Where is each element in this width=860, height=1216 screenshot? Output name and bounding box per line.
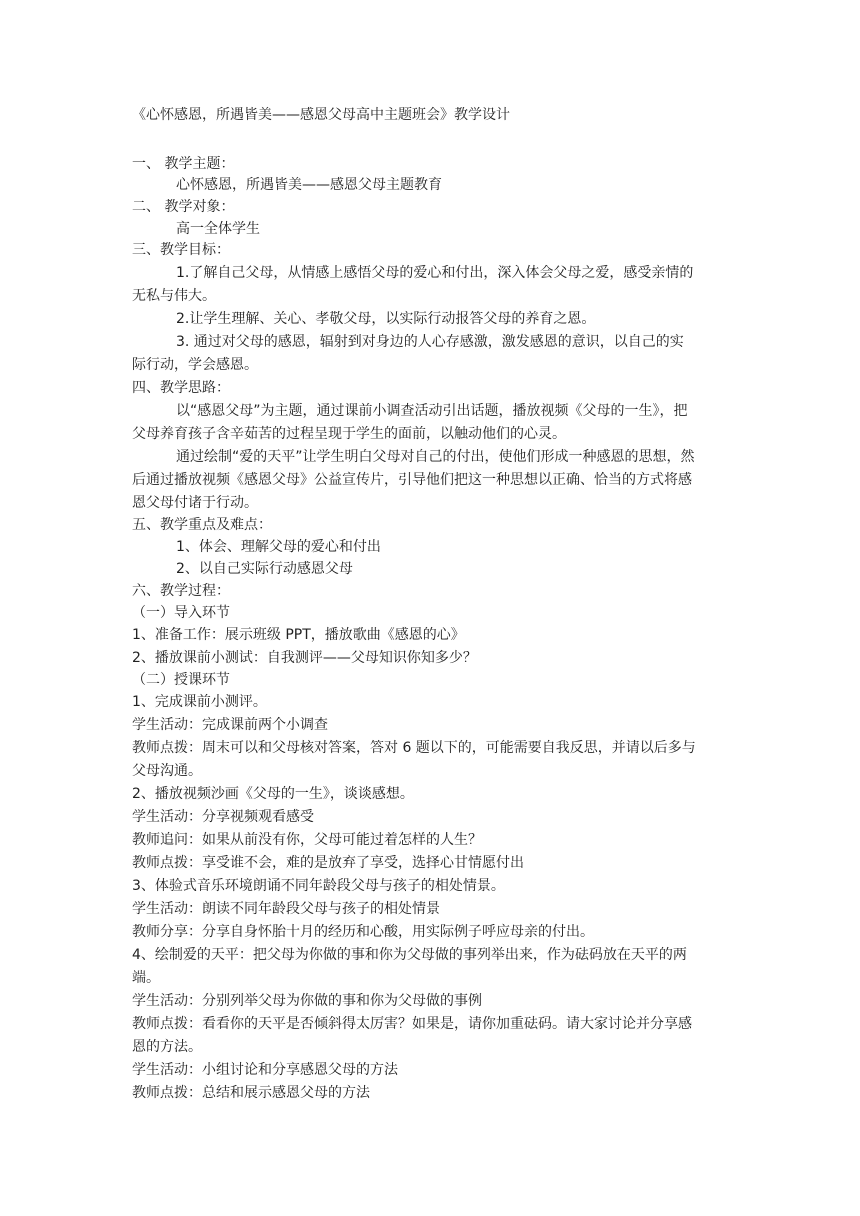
text-line: 教师分享：分享自身怀胎十月的经历和心酸，用实际例子呼应母亲的付出。 bbox=[132, 924, 594, 940]
section-heading-1: 一、 教学主题： bbox=[132, 156, 235, 172]
section-heading-5: 五、教学重点及难点： bbox=[132, 517, 272, 533]
text-line: 父母养育孩子含辛茹苦的过程呈现于学生的面前，以触动他们的心灵。 bbox=[132, 426, 566, 442]
text-line: 4、绘制爱的天平：把父母为你做的事和你为父母做的事列举出来，作为砝码放在天平的两 bbox=[132, 947, 687, 963]
text-line: 1、体会、理解父母的爱心和付出 bbox=[176, 539, 381, 555]
text-line: 3. 通过对父母的感恩，辐射到对身边的人心存感激，激发感恩的意识，以自己的实 bbox=[176, 334, 684, 350]
text-line: 学生活动：完成课前两个小调查 bbox=[132, 717, 328, 733]
text-line: 1.了解自己父母，从情感上感悟父母的爱心和付出，深入体会父母之爱，感受亲情的 bbox=[176, 265, 694, 281]
text-line: 2、播放视频沙画《父母的一生》，谈谈感想。 bbox=[132, 786, 414, 802]
text-line: 1、完成课前小测评。 bbox=[132, 694, 267, 710]
document-title: 《心怀感恩，所遇皆美——感恩父母高中主题班会》教学设计 bbox=[132, 107, 510, 123]
text-line: 学生活动：分别列举父母为你做的事和你为父母做的事例 bbox=[132, 993, 482, 1009]
text-line: 教师追问：如果从前没有你，父母可能过着怎样的人生？ bbox=[132, 832, 482, 848]
text-line: 通过绘制“爱的天平”让学生明白父母对自己的付出，使他们形成一种感恩的思想，然 bbox=[176, 449, 695, 465]
text-line: 父母沟通。 bbox=[132, 763, 202, 779]
text-line: 教师点拨：总结和展示感恩父母的方法 bbox=[132, 1085, 370, 1101]
text-line: 1、准备工作：展示班级 PPT，播放歌曲《感恩的心》 bbox=[132, 627, 465, 643]
subsection-heading: （二）授课环节 bbox=[132, 672, 230, 688]
text-line: 教师点拨：享受谁不会，难的是放弃了享受，选择心甘情愿付出 bbox=[132, 855, 524, 871]
text-line: 以“感恩父母”为主题，通过课前小调查活动引出话题，播放视频《父母的一生》，把 bbox=[176, 403, 688, 419]
text-line: 无私与伟大。 bbox=[132, 288, 216, 304]
subsection-heading: （一）导入环节 bbox=[132, 605, 230, 621]
text-line: 际行动，学会感恩。 bbox=[132, 357, 258, 373]
text-line: 教师点拨：看看你的天平是否倾斜得太厉害？如果是，请你加重砝码。请大家讨论并分享感 bbox=[132, 1016, 692, 1032]
text-line: 高一全体学生 bbox=[176, 221, 260, 237]
section-heading-2: 二、 教学对象： bbox=[132, 199, 235, 215]
section-heading-4: 四、教学思路： bbox=[132, 380, 230, 396]
text-line: 后通过播放视频《感恩父母》公益宣传片，引导他们把这一种思想以正确、恰当的方式将感 bbox=[132, 472, 692, 488]
text-line: 3、体验式音乐环境朗诵不同年龄段父母与孩子的相处情景。 bbox=[132, 878, 505, 894]
text-line: 2.让学生理解、关心、孝敬父母，以实际行动报答父母的养育之恩。 bbox=[176, 311, 596, 327]
text-line: 心怀感恩，所遇皆美——感恩父母主题教育 bbox=[176, 177, 442, 193]
text-line: 恩父母付诸于行动。 bbox=[132, 495, 258, 511]
text-line: 端。 bbox=[132, 970, 160, 986]
section-heading-6: 六、教学过程： bbox=[132, 583, 230, 599]
text-line: 学生活动：分享视频观看感受 bbox=[132, 809, 314, 825]
text-line: 2、以自己实际行动感恩父母 bbox=[176, 561, 353, 577]
text-line: 恩的方法。 bbox=[132, 1039, 202, 1055]
text-line: 学生活动：小组讨论和分享感恩父母的方法 bbox=[132, 1062, 398, 1078]
text-line: 教师点拨：周末可以和父母核对答案，答对 6 题以下的，可能需要自我反思，并请以后多与 bbox=[132, 740, 696, 756]
text-line: 学生活动：朗读不同年龄段父母与孩子的相处情景 bbox=[132, 901, 440, 917]
text-line: 2、播放课前小测试：自我测评——父母知识你知多少？ bbox=[132, 650, 477, 666]
section-heading-3: 三、教学目标： bbox=[132, 242, 230, 258]
